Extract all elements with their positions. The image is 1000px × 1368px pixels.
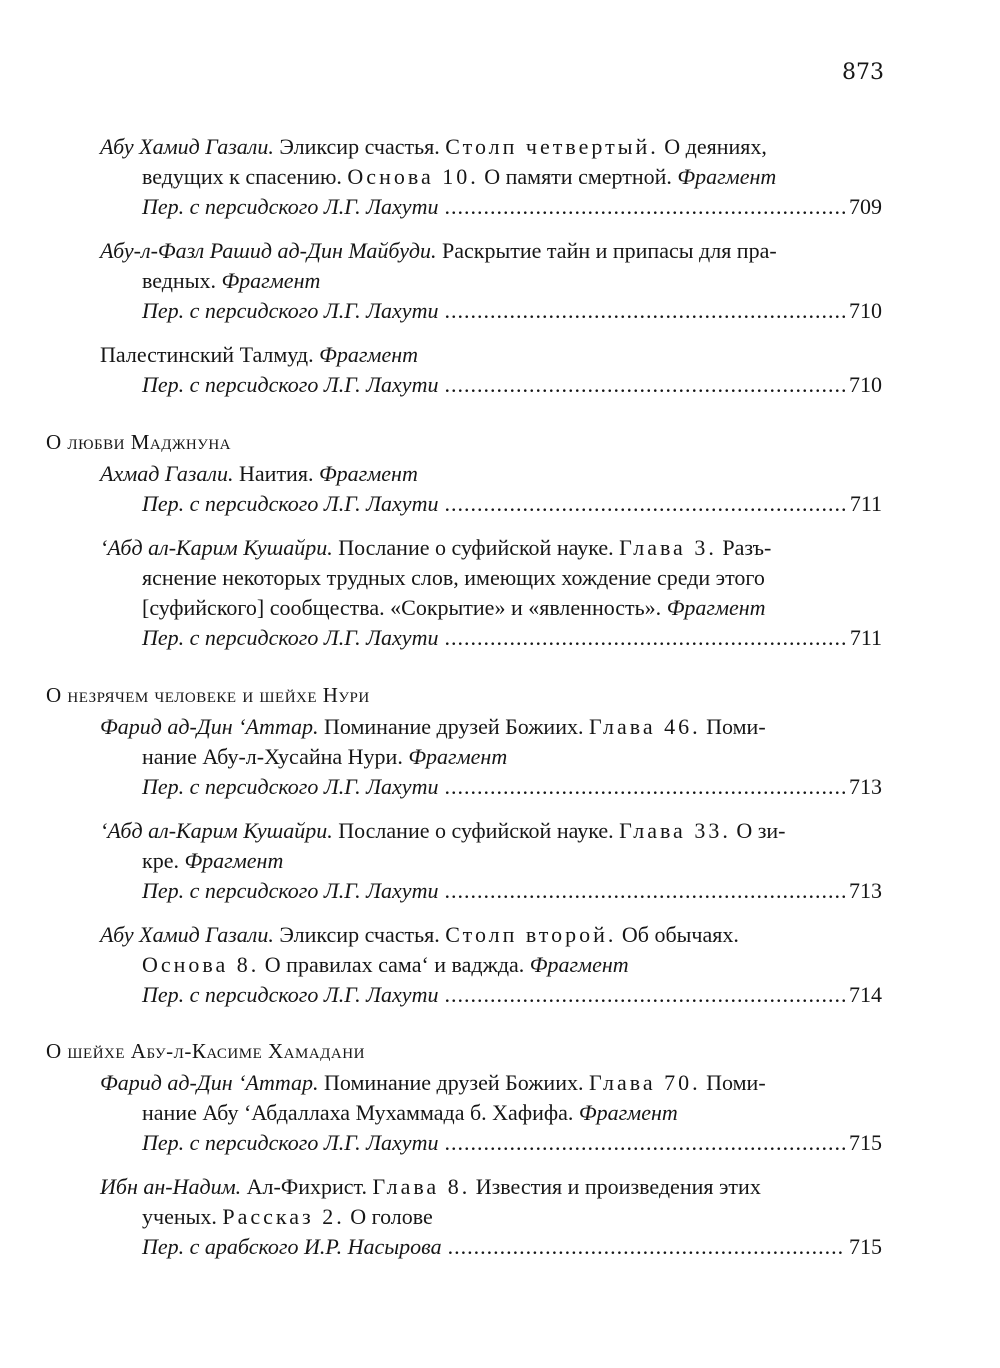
entry-title: Послание о суфийской науке. [338,818,614,843]
entry-title: Ал-Фихрист. [246,1174,368,1199]
page-number: 873 [842,60,884,85]
entry-author: Ахмад Газали. [100,461,234,486]
entry-subdivision: Глава 3. [619,535,717,560]
entry-author: Абу Хамид Газали. [100,134,274,159]
dot-leader [444,623,845,653]
translator-credit: Пер. с персидского Л.Г. Лахути [142,774,439,799]
entry-title-line [100,533,771,563]
translator-credit: Пер. с персидского Л.Г. Лахути [142,625,439,650]
entry-subdivision: Столп четвертый. [445,134,659,159]
entry-title-line [142,593,766,623]
translator-row [142,192,882,222]
entry-title: О памяти смертной. [484,164,672,189]
entry-subdivision: Глава 33. [619,818,731,843]
entry-title: Разъ- [722,535,772,560]
fragment-label: Фрагмент [529,952,629,977]
entry-title: ведущих к спасению. [142,164,342,189]
fragment-label: Фрагмент [221,268,321,293]
section-heading: О любви Маджнуна [46,430,232,454]
entry-page-number: 710 [849,298,882,323]
translator-credit: Пер. с персидского Л.Г. Лахути [142,194,439,219]
entry-title: Известия и произведения этих [475,1174,761,1199]
translator-row [142,1232,882,1262]
entry-subdivision: Глава 8. [372,1174,471,1199]
entry-author: Абу-л-Фазл Рашид ад-Дин Майбуди. [100,238,437,263]
translator-credit: Пер. с персидского Л.Г. Лахути [142,982,439,1007]
entry-title-line [100,1068,766,1098]
translator-credit: Пер. с персидского Л.Г. Лахути [142,1130,439,1155]
dot-leader [448,1232,845,1262]
dot-leader [444,876,845,906]
entry-title-line [142,1202,433,1232]
entry-page-number: 711 [849,491,882,516]
translator-row [142,296,882,326]
entry-title: Об обычаях. [621,922,739,947]
entry-title: О зи- [736,818,786,843]
entry-subdivision: Рассказ 2. [222,1204,345,1229]
translator-credit: Пер. с персидского Л.Г. Лахути [142,878,439,903]
entry-title: О голове [350,1204,433,1229]
dot-leader [444,370,845,400]
fragment-label: Фрагмент [408,744,508,769]
entry-title-line [100,459,418,489]
entry-page-number: 713 [849,878,882,903]
entry-page-number: 711 [849,625,882,650]
translator-credit: Пер. с арабского И.Р. Насырова [142,1234,442,1259]
entry-title-line [100,132,767,162]
entry-page-number: 715 [849,1130,882,1155]
entry-title: Палестинский Талмуд. [100,342,314,367]
entry-subdivision: Глава 46. [588,714,701,739]
entry-title: кре. [142,848,179,873]
dot-leader [444,489,845,519]
dot-leader [444,192,845,222]
entry-title: Поминание друзей Божиих. [324,714,584,739]
entry-subdivision: Глава 70. [588,1070,701,1095]
dot-leader [444,1128,845,1158]
entry-title: Поми- [706,714,766,739]
entry-title: [суфийского] сообщества. «Сокрытие» и «явленность». [142,595,662,620]
entry-author: ‘Абд ал-Карим Кушайри. [100,535,333,560]
entry-title: ведных. [142,268,216,293]
translator-credit: Пер. с персидского Л.Г. Лахути [142,491,439,516]
translator-credit: Пер. с персидского Л.Г. Лахути [142,298,439,323]
entry-title: Послание о суфийской науке. [338,535,614,560]
entry-page-number: 714 [849,982,882,1007]
entry-author: Фарид ад-Дин ‘Аттар. [100,714,319,739]
fragment-label: Фрагмент [318,461,418,486]
fragment-label: Фрагмент [677,164,777,189]
entry-subdivision: Столп второй. [445,922,617,947]
entry-title-line [142,563,765,593]
translator-row [142,370,882,400]
entry-title: Раскрытие тайн и припасы для пра- [442,238,777,263]
entry-author: Абу Хамид Газали. [100,922,274,947]
entry-title-line [142,162,776,192]
entry-title-line [100,1172,761,1202]
entry-title: ученых. [142,1204,217,1229]
section-heading: О шейхе Абу-л-Касиме Хамадани [46,1039,365,1063]
entry-title-line [100,816,786,846]
entry-title: Поминание друзей Божиих. [324,1070,584,1095]
entry-title: яснение некоторых трудных слов, имеющих хождение среди этого [142,565,765,590]
entry-title-line [142,950,629,980]
section-heading: О незрячем человеке и шейхе Нури [46,683,370,707]
entry-title: Наития. [239,461,314,486]
fragment-label: Фрагмент [319,342,419,367]
entry-page-number: 713 [849,774,882,799]
fragment-label: Фрагмент [578,1100,678,1125]
entry-title-line [142,1098,678,1128]
translator-row [142,876,882,906]
entry-page-number: 710 [849,372,882,397]
entry-title: Эликсир счастья. [279,134,440,159]
entry-author: Фарид ад-Дин ‘Аттар. [100,1070,319,1095]
dot-leader [444,772,845,802]
entry-author: Ибн ан-Надим. [100,1174,242,1199]
entry-subdivision: Основа 8. [142,952,260,977]
translator-row [142,1128,882,1158]
translator-row [142,980,882,1010]
entry-title: О деяниях, [664,134,767,159]
entry-title-line [100,340,418,370]
translator-credit: Пер. с персидского Л.Г. Лахути [142,372,439,397]
translator-row [142,489,882,519]
entry-title-line [100,920,739,950]
translator-row [142,772,882,802]
entry-author: ‘Абд ал-Карим Кушайри. [100,818,333,843]
dot-leader [444,296,845,326]
entry-page-number: 715 [849,1234,882,1259]
dot-leader [444,980,845,1010]
entry-title-line [100,712,766,742]
entry-title-line [142,846,283,876]
entry-title-line [142,742,507,772]
fragment-label: Фрагмент [666,595,766,620]
translator-row [142,623,882,653]
entry-subdivision: Основа 10. [347,164,479,189]
entry-title: Эликсир счастья. [279,922,440,947]
entry-title: нание Абу-л-Хусайна Нури. [142,744,403,769]
fragment-label: Фрагмент [184,848,284,873]
entry-title: Поми- [706,1070,766,1095]
entry-page-number: 709 [849,194,882,219]
entry-title-line [142,266,320,296]
entry-title: О правилах сама‘ и ваджда. [264,952,525,977]
entry-title-line [100,236,777,266]
entry-title: нание Абу ‘Абдаллаха Мухаммада б. Хафифа. [142,1100,574,1125]
